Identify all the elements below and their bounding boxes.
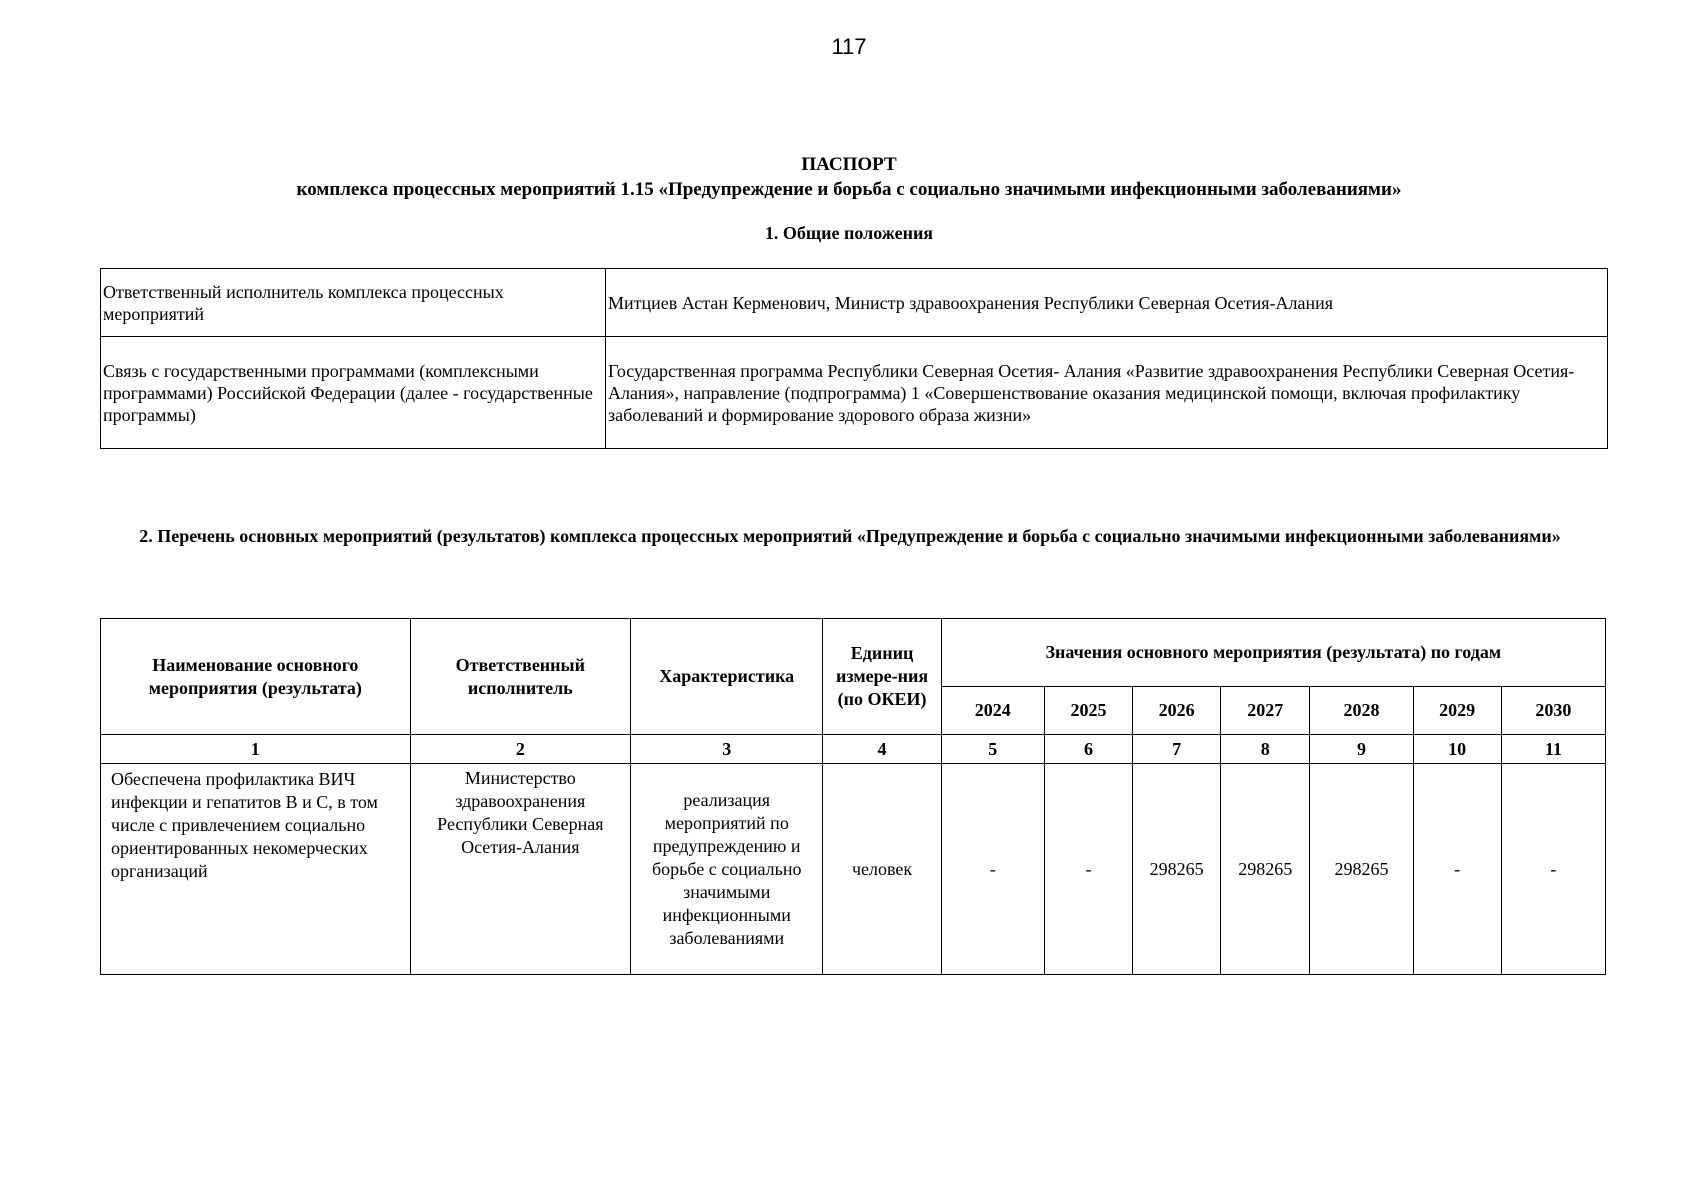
event-characteristic: реализация мероприятий по предупреждению и борьбе с социально значимыми инфекционными заболеваниями	[631, 764, 823, 975]
column-number: 9	[1310, 735, 1413, 764]
header-year: 2030	[1501, 687, 1605, 735]
header-values-by-year: Значения основного мероприятия (результата) по годам	[941, 619, 1605, 687]
header-year: 2026	[1133, 687, 1221, 735]
row-label: Связь с государственными программами (комплексными программами) Российской Федерации (далее - государственные программы)	[101, 337, 606, 449]
header-name: Наименование основного мероприятия (результата)	[101, 619, 411, 735]
main-events-table	[100, 618, 1606, 975]
event-executor: Министерство здравоохранения Республики Северная Осетия-Алания	[410, 764, 630, 975]
value-2024: -	[941, 764, 1044, 975]
value-2029: -	[1413, 764, 1501, 975]
column-number: 1	[101, 735, 411, 764]
value-2028: 298265	[1310, 764, 1413, 975]
section1-title: 1. Общие положения	[764, 223, 934, 243]
column-number: 5	[941, 735, 1044, 764]
header-row	[101, 619, 1606, 687]
header-year: 2025	[1044, 687, 1132, 735]
value-2026: 298265	[1133, 764, 1221, 975]
column-number: 4	[823, 735, 941, 764]
title-line-2: комплекса процессных мероприятий 1.15 «Предупреждение и борьба с социально значимыми инфекционными заболеваниями»	[296, 179, 1402, 200]
column-number-row	[101, 735, 1606, 764]
page-number: 117	[831, 34, 867, 59]
document-title	[0, 152, 1698, 202]
table-row	[101, 337, 1608, 449]
header-year: 2029	[1413, 687, 1501, 735]
column-number: 11	[1501, 735, 1605, 764]
table-row	[101, 269, 1608, 337]
column-number: 2	[410, 735, 630, 764]
header-characteristic: Характеристика	[631, 619, 823, 735]
header-year: 2028	[1310, 687, 1413, 735]
column-number: 7	[1133, 735, 1221, 764]
event-name: Обеспечена профилактика ВИЧ инфекции и гепатитов В и С, в том числе с привлечением социально ориентированных некомерческих организаций	[101, 764, 411, 975]
value-2030: -	[1501, 764, 1605, 975]
section2-title: 2. Перечень основных мероприятий (результатов) комплекса процессных мероприятий «Предупреждение и борьба с социально значимыми инфекционными заболеваниями»	[139, 526, 1561, 546]
column-number: 10	[1413, 735, 1501, 764]
general-provisions-table	[100, 268, 1608, 449]
value-2027: 298265	[1221, 764, 1310, 975]
value-2025: -	[1044, 764, 1132, 975]
row-label: Ответственный исполнитель комплекса процессных мероприятий	[101, 269, 606, 337]
event-unit: человек	[823, 764, 941, 975]
column-number: 8	[1221, 735, 1310, 764]
column-number: 6	[1044, 735, 1132, 764]
header-year: 2024	[941, 687, 1044, 735]
table-row	[101, 764, 1606, 975]
header-year: 2027	[1221, 687, 1310, 735]
row-value: Митциев Астан Керменович, Министр здравоохранения Республики Северная Осетия-Алания	[606, 269, 1608, 337]
title-line-1: ПАСПОРТ	[801, 154, 897, 175]
row-value: Государственная программа Республики Северная Осетия- Алания «Развитие здравоохранения Республики Северная Осетия-Алания», направление (подпрограмма) 1 «Совершенствование оказания медицинской помощи, включая профилактику заболеваний и формирование здорового образа жизни»	[606, 337, 1608, 449]
header-unit: Единиц измере-ния (по ОКЕИ)	[823, 619, 941, 735]
column-number: 3	[631, 735, 823, 764]
header-executor: Ответственный исполнитель	[410, 619, 630, 735]
